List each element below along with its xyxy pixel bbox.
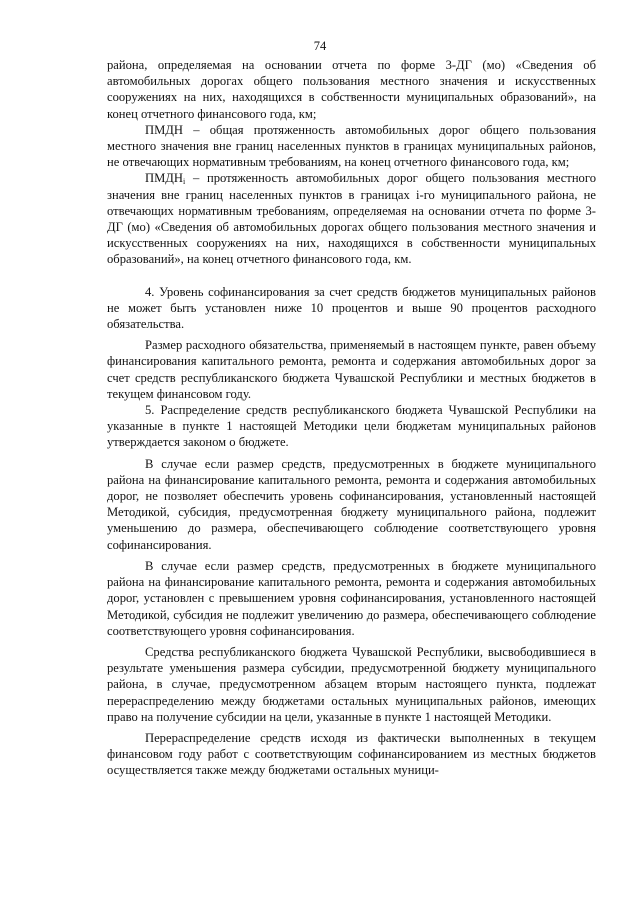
document-body: [107, 57, 596, 779]
term-subscript: i: [182, 177, 186, 187]
paragraph-text: В случае если размер средств, предусмотренных в бюджете муниципального района на финансирование капитального ремонта, ремонта и содержания автомобильных дорог, установлен с превышением уровня софинансирования, установленного настоящей Методикой, субсидия не подлежит увеличению до размера, обеспечивающего соблюдение соответствующего уровня софинансирования.: [107, 558, 596, 638]
paragraph-text: района, определяемая на основании отчета по форме 3-ДГ (мо) «Сведения об автомобильных дорогах общего пользования местного значения и искусственных сооружениях на них, находящихся в собственности муниципальных образований», на конец отчетного финансового года, км;: [107, 58, 596, 121]
paragraph-text: 4. Уровень софинансирования за счет средств бюджетов муниципальных районов не может быть установлен ниже 10 процентов и выше 90 процентов расходного обязательства.: [107, 284, 596, 332]
paragraph-text: Средства республиканского бюджета Чувашской Республики, высвободившиеся в результате уменьшения размера субсидии, предусмотренной бюджету муниципального района, в случае, предусмотренном абзацем вторым настоящего пункта, подлежат перераспределению между бюджетами остальных муниципальных районов, имеющих право на получение субсидии на цели, указанные в пункте 1 настоящей Методики.: [107, 644, 596, 724]
paragraph-text: 5. Распределение средств республиканского бюджета Чувашской Республики на указанные в пункте 1 настоящей Методики цели бюджетам муниципальных районов утверждается законом о бюджете.: [107, 403, 596, 450]
paragraph-expenditure-size: [107, 337, 596, 402]
paragraph-pmdn-i-definition: [107, 170, 596, 267]
term-pmdn: ПМДН: [145, 122, 183, 137]
page-number: 74: [313, 39, 327, 53]
paragraph-subsidy-no-increase: [107, 558, 596, 639]
paragraph-text: В случае если размер средств, предусмотренных в бюджете муниципального района на финансирование капитального ремонта, ремонта и содержания автомобильных дорог, не позволяет обеспечить уровень софинансирования, установленный настоящей Методикой, субсидия, предусмотренная бюджету муниципального района, подлежит уменьшению до размера, обеспечивающего соблюдение соответствующего уровня софинансирования.: [107, 456, 596, 552]
term-pmdn-i: ПМДН: [145, 171, 183, 186]
paragraph-continuation: [107, 57, 596, 122]
paragraph-text: Размер расходного обязательства, применяемый в настоящем пункте, равен объему финансирования капитального ремонта, ремонта и содержания автомобильных дорог за счет средств республиканского бюджета Чувашской Республики и местных бюджетов в текущем финансовом году.: [107, 338, 596, 401]
paragraph-redistribution: [107, 644, 596, 725]
paragraph-subsidy-reduction: [107, 456, 596, 553]
paragraph-item-5: [107, 402, 596, 451]
paragraph-redistribution-actual: [107, 730, 596, 779]
paragraph-text: – протяженность автомобильных дорог общего пользования местного значения вне границ населенных пунктов в границах i-го муниципального района, не отвечающих нормативным требованиям, определяемая на основании отчета по форме 3-ДГ (мо) «Сведения об автомобильных дорогах общего пользования местного значения и искусственных сооружениях на них, находящихся в собственности муниципальных образований», на конец отчетного финансового года, км.: [107, 171, 596, 267]
paragraph-text: Перераспределение средств исходя из фактически выполненных в текущем финансовом году работ с соответствующим софинансированием из местных бюджетов осуществляется также между бюджетами остальных муници-: [107, 730, 596, 778]
paragraph-item-4: [107, 284, 596, 333]
paragraph-pmdn-definition: [107, 122, 596, 171]
paragraph-text: – общая протяженность автомобильных дорог общего пользования местного значения вне границ населенных пунктов в границах муниципальных районов, не отвечающих нормативным требованиям, на конец отчетного финансового года, км;: [107, 122, 596, 170]
